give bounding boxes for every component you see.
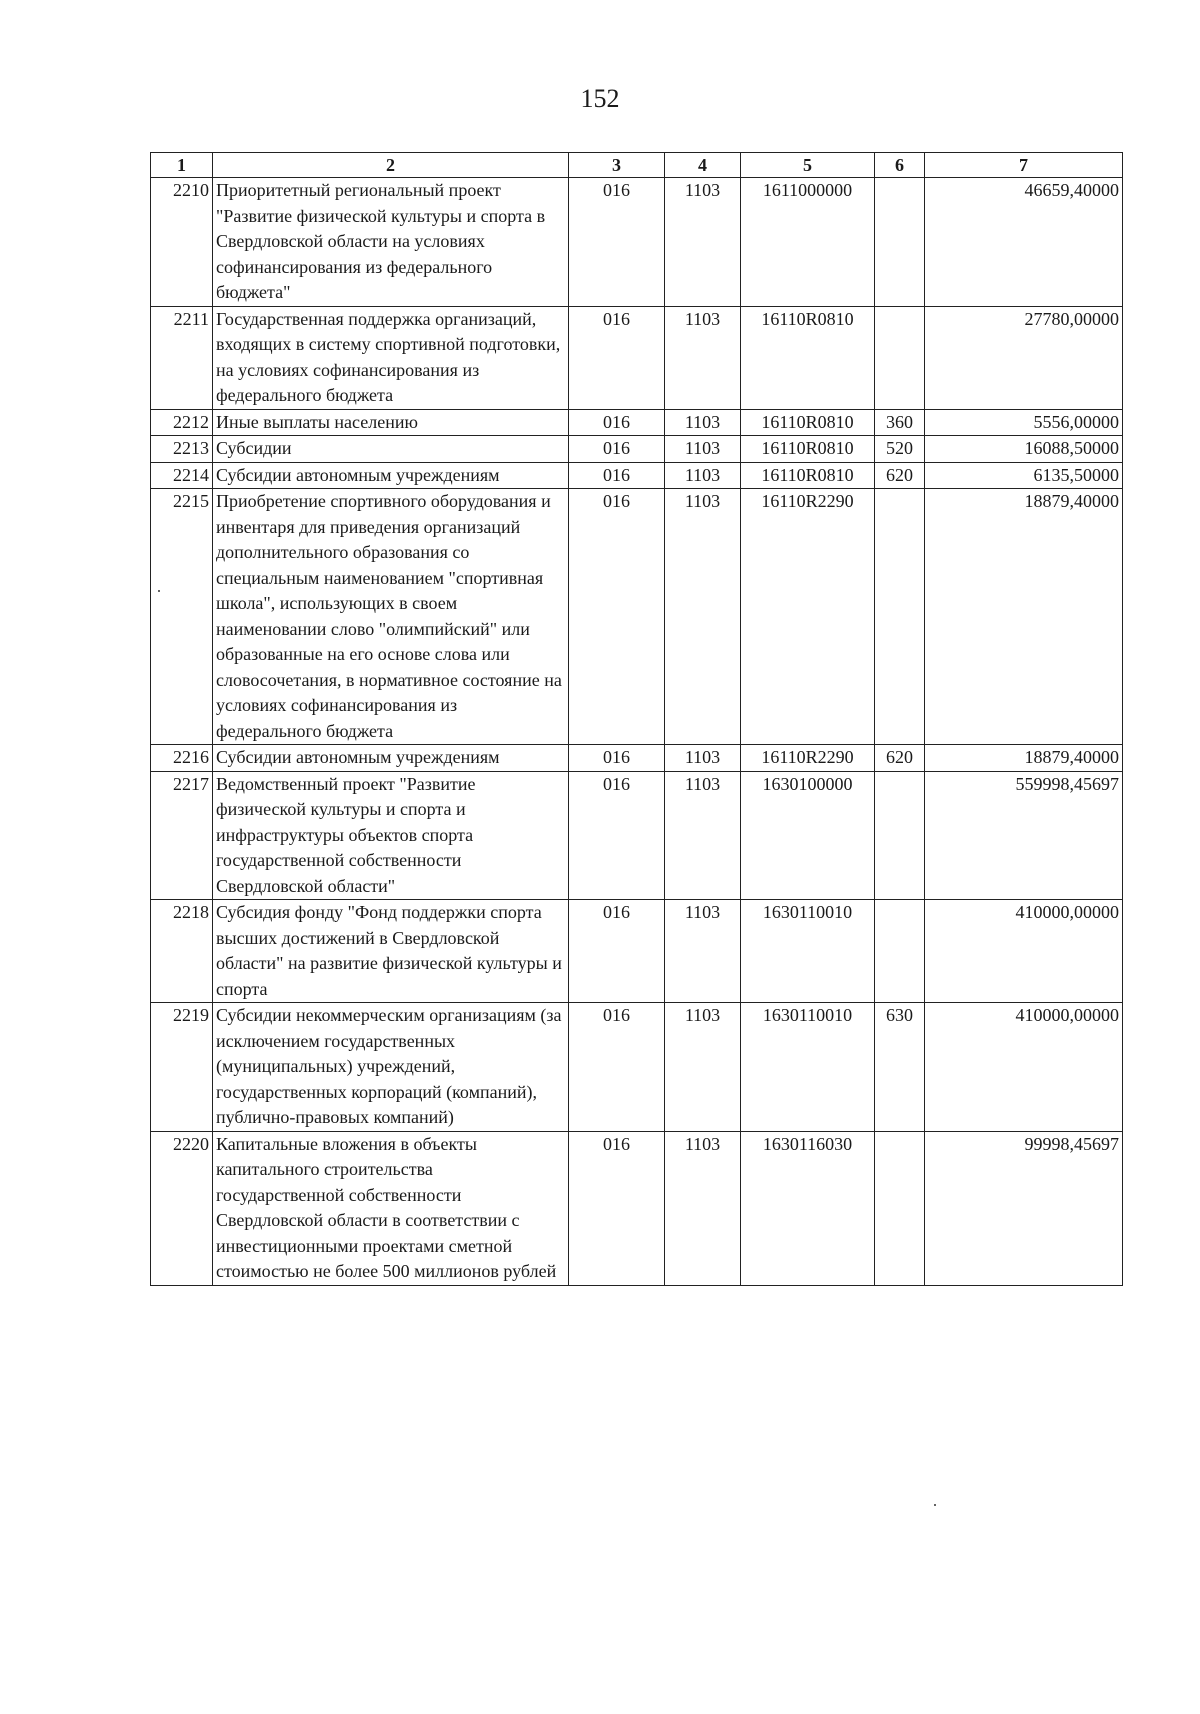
table-row xyxy=(151,409,1123,436)
row-col6-cell: 620 xyxy=(875,745,925,772)
row-number-cell: 2214 xyxy=(151,462,213,489)
header-col-1: 1 xyxy=(151,153,213,178)
row-amount-cell: 6135,50000 xyxy=(925,462,1123,489)
table-row xyxy=(151,436,1123,463)
row-amount-cell: 410000,00000 xyxy=(925,900,1123,1003)
row-col3-cell: 016 xyxy=(569,771,665,900)
row-col3-cell: 016 xyxy=(569,462,665,489)
row-col3-cell: 016 xyxy=(569,409,665,436)
row-number-cell: 2218 xyxy=(151,900,213,1003)
row-col4-cell: 1103 xyxy=(665,178,741,307)
row-col5-cell: 1630110010 xyxy=(741,1003,875,1132)
row-amount-cell: 18879,40000 xyxy=(925,489,1123,745)
row-col6-cell: 520 xyxy=(875,436,925,463)
row-amount-cell: 5556,00000 xyxy=(925,409,1123,436)
row-number-cell: 2212 xyxy=(151,409,213,436)
row-col6-cell xyxy=(875,771,925,900)
row-col6-cell xyxy=(875,489,925,745)
row-col6-cell xyxy=(875,900,925,1003)
row-col4-cell: 1103 xyxy=(665,306,741,409)
row-col4-cell: 1103 xyxy=(665,489,741,745)
row-number-cell: 2211 xyxy=(151,306,213,409)
row-amount-cell: 16088,50000 xyxy=(925,436,1123,463)
row-name-cell: Субсидии xyxy=(213,436,569,463)
row-col5-cell: 16110R0810 xyxy=(741,409,875,436)
row-col3-cell: 016 xyxy=(569,745,665,772)
row-col5-cell: 1630100000 xyxy=(741,771,875,900)
row-col4-cell: 1103 xyxy=(665,745,741,772)
row-name-cell: Субсидии некоммерческим организациям (за исключением государственных (муниципальных) учреждений, государственных корпораций (компаний), публично-правовых компаний) xyxy=(213,1003,569,1132)
table-row xyxy=(151,1003,1123,1132)
scan-speck xyxy=(158,590,160,592)
table-row xyxy=(151,745,1123,772)
row-amount-cell: 99998,45697 xyxy=(925,1131,1123,1285)
row-number-cell: 2215 xyxy=(151,489,213,745)
row-amount-cell: 410000,00000 xyxy=(925,1003,1123,1132)
row-col3-cell: 016 xyxy=(569,489,665,745)
row-col6-cell: 620 xyxy=(875,462,925,489)
table-row xyxy=(151,489,1123,745)
row-col3-cell: 016 xyxy=(569,436,665,463)
scan-speck xyxy=(934,1504,936,1506)
header-col-5: 5 xyxy=(741,153,875,178)
header-col-7: 7 xyxy=(925,153,1123,178)
row-col5-cell: 16110R0810 xyxy=(741,306,875,409)
row-amount-cell: 46659,40000 xyxy=(925,178,1123,307)
row-col6-cell xyxy=(875,178,925,307)
row-col5-cell: 16110R2290 xyxy=(741,745,875,772)
header-col-2: 2 xyxy=(213,153,569,178)
row-name-cell: Приоритетный региональный проект "Развитие физической культуры и спорта в Свердловской области на условиях софинансирования из федерального бюджета" xyxy=(213,178,569,307)
row-name-cell: Субсидия фонду "Фонд поддержки спорта высших достижений в Свердловской области" на развитие физической культуры и спорта xyxy=(213,900,569,1003)
row-col4-cell: 1103 xyxy=(665,1131,741,1285)
header-col-6: 6 xyxy=(875,153,925,178)
row-col3-cell: 016 xyxy=(569,306,665,409)
row-col5-cell: 1611000000 xyxy=(741,178,875,307)
row-col3-cell: 016 xyxy=(569,1003,665,1132)
row-col4-cell: 1103 xyxy=(665,1003,741,1132)
row-col3-cell: 016 xyxy=(569,1131,665,1285)
row-name-cell: Иные выплаты населению xyxy=(213,409,569,436)
row-name-cell: Субсидии автономным учреждениям xyxy=(213,745,569,772)
row-name-cell: Субсидии автономным учреждениям xyxy=(213,462,569,489)
row-col4-cell: 1103 xyxy=(665,771,741,900)
row-amount-cell: 18879,40000 xyxy=(925,745,1123,772)
row-col5-cell: 1630116030 xyxy=(741,1131,875,1285)
table-row xyxy=(151,306,1123,409)
table-row xyxy=(151,462,1123,489)
row-col4-cell: 1103 xyxy=(665,900,741,1003)
row-col3-cell: 016 xyxy=(569,178,665,307)
row-number-cell: 2216 xyxy=(151,745,213,772)
table-header-row xyxy=(151,153,1123,178)
row-number-cell: 2210 xyxy=(151,178,213,307)
row-number-cell: 2213 xyxy=(151,436,213,463)
row-number-cell: 2219 xyxy=(151,1003,213,1132)
row-number-cell: 2217 xyxy=(151,771,213,900)
row-col4-cell: 1103 xyxy=(665,462,741,489)
row-amount-cell: 27780,00000 xyxy=(925,306,1123,409)
row-col5-cell: 16110R2290 xyxy=(741,489,875,745)
row-col3-cell: 016 xyxy=(569,900,665,1003)
row-col4-cell: 1103 xyxy=(665,436,741,463)
row-amount-cell: 559998,45697 xyxy=(925,771,1123,900)
row-col5-cell: 16110R0810 xyxy=(741,462,875,489)
row-name-cell: Приобретение спортивного оборудования и инвентаря для приведения организаций дополнительного образования со специальным наименованием "спортивная школа", использующих в своем наименовании слово "олимпийский" или образованные на его основе слова или словосочетания, в нормативное состояние на условиях софинансирования из федерального бюджета xyxy=(213,489,569,745)
table-row xyxy=(151,900,1123,1003)
budget-table xyxy=(150,152,1123,1286)
row-number-cell: 2220 xyxy=(151,1131,213,1285)
table-row xyxy=(151,178,1123,307)
row-name-cell: Государственная поддержка организаций, входящих в систему спортивной подготовки, на условиях софинансирования из федерального бюджета xyxy=(213,306,569,409)
table-row xyxy=(151,771,1123,900)
row-name-cell: Ведомственный проект "Развитие физической культуры и спорта и инфраструктуры объектов спорта государственной собственности Свердловской области" xyxy=(213,771,569,900)
row-col5-cell: 16110R0810 xyxy=(741,436,875,463)
header-col-3: 3 xyxy=(569,153,665,178)
page-number: 152 xyxy=(580,84,620,113)
row-name-cell: Капитальные вложения в объекты капитального строительства государственной собственности Свердловской области в соответствии с инвестиционными проектами сметной стоимостью не более 500 миллионов рублей xyxy=(213,1131,569,1285)
row-col6-cell xyxy=(875,306,925,409)
table-row xyxy=(151,1131,1123,1285)
header-col-4: 4 xyxy=(665,153,741,178)
row-col6-cell: 360 xyxy=(875,409,925,436)
row-col6-cell: 630 xyxy=(875,1003,925,1132)
row-col5-cell: 1630110010 xyxy=(741,900,875,1003)
row-col4-cell: 1103 xyxy=(665,409,741,436)
row-col6-cell xyxy=(875,1131,925,1285)
